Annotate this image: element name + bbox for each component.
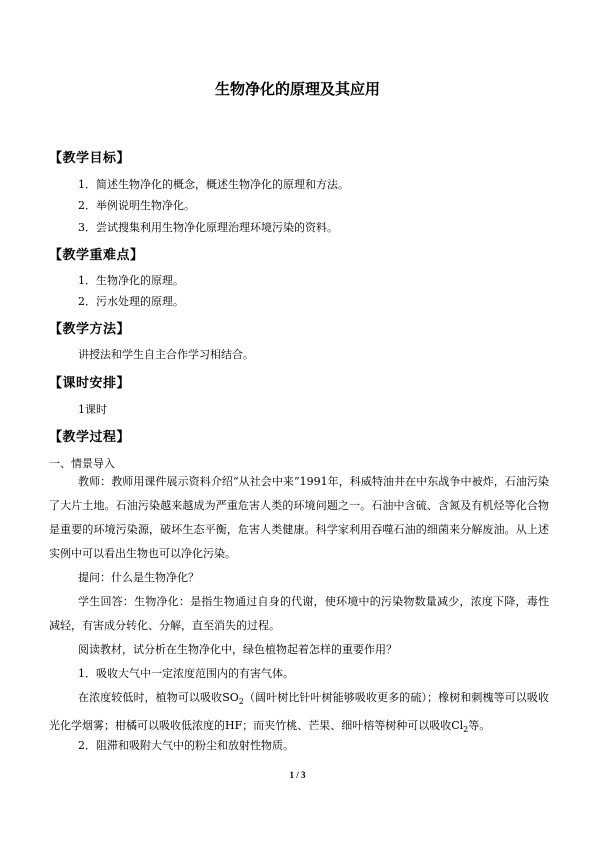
objective-item: 1．简述生物净化的概念，概述生物净化的原理和方法。 [78, 178, 349, 191]
paragraph-teacher-intro: 教师：教师用课件展示资料介绍“从社会中来”1991年，科威特油井在中东战争中被炸，石油污染了大片土地。石油污染越来越成为严重危害人类的环境问题之一。石油中含硫、含氮及有机烃等化合物是重要的环境污染源，破坏生态平衡，危害人类健康。科学家利用吞噬石油的细菌来分解废油。从上述实例中可以看出生物也可以净化污染。 [49, 475, 549, 560]
schedule-item: 1课时 [78, 403, 107, 416]
section-heading-process: 【教学过程】 [49, 430, 131, 445]
section-heading-objectives: 【教学目标】 [49, 151, 131, 166]
paragraph-reading-task: 阅读教材，试分析在生物净化中，绿色植物起着怎样的重要作用？ [78, 643, 397, 656]
method-item: 讲授法和学生自主合作学习相结合。 [78, 348, 254, 361]
subscript: 2 [238, 697, 244, 707]
page-number: 1 / 3 [289, 770, 306, 780]
text-run: （阔叶树比针叶树能够吸收更多的硫）；橡树和刺槐等可以吸收光化学烟雾；柑橘可以吸收低浓度的HF；而夹竹桃、芒果、细叶榕等树种可以吸收Cl [49, 691, 549, 733]
text-run: 在浓度较低时，植物可以吸收SO [78, 691, 239, 704]
key-point-item: 2．污水处理的原理。 [78, 295, 184, 308]
section-heading-schedule: 【课时安排】 [49, 376, 131, 391]
page-title: 生物净化的原理及其应用 [214, 80, 380, 98]
paragraph-student-answer: 学生回答：生物净化：是指生物通过自身的代谢，使环境中的污染物数量减少，浓度下降，毒性减轻，有害成分转化、分解，直至消失的过程。 [49, 595, 549, 632]
section-heading-key-points: 【教学重难点】 [49, 248, 144, 263]
paragraph-question: 提问：什么是生物净化？ [78, 571, 199, 584]
key-point-item: 1．生物净化的原理。 [78, 274, 184, 287]
process-part-title: 一、情景导入 [49, 457, 115, 470]
text-run: 等。 [468, 719, 491, 733]
objective-item: 2．举例说明生物净化。 [78, 199, 195, 212]
subscript: 2 [463, 725, 469, 735]
section-heading-methods: 【教学方法】 [49, 322, 131, 337]
paragraph-point-2: 2．阻滞和吸附大气中的粉尘和放射性物质。 [78, 739, 294, 752]
objective-item: 3．尝试搜集利用生物净化原理治理环境污染的资料。 [78, 221, 338, 234]
paragraph-point-1: 1．吸收大气中一定浓度范围内的有害气体。 [78, 667, 294, 680]
